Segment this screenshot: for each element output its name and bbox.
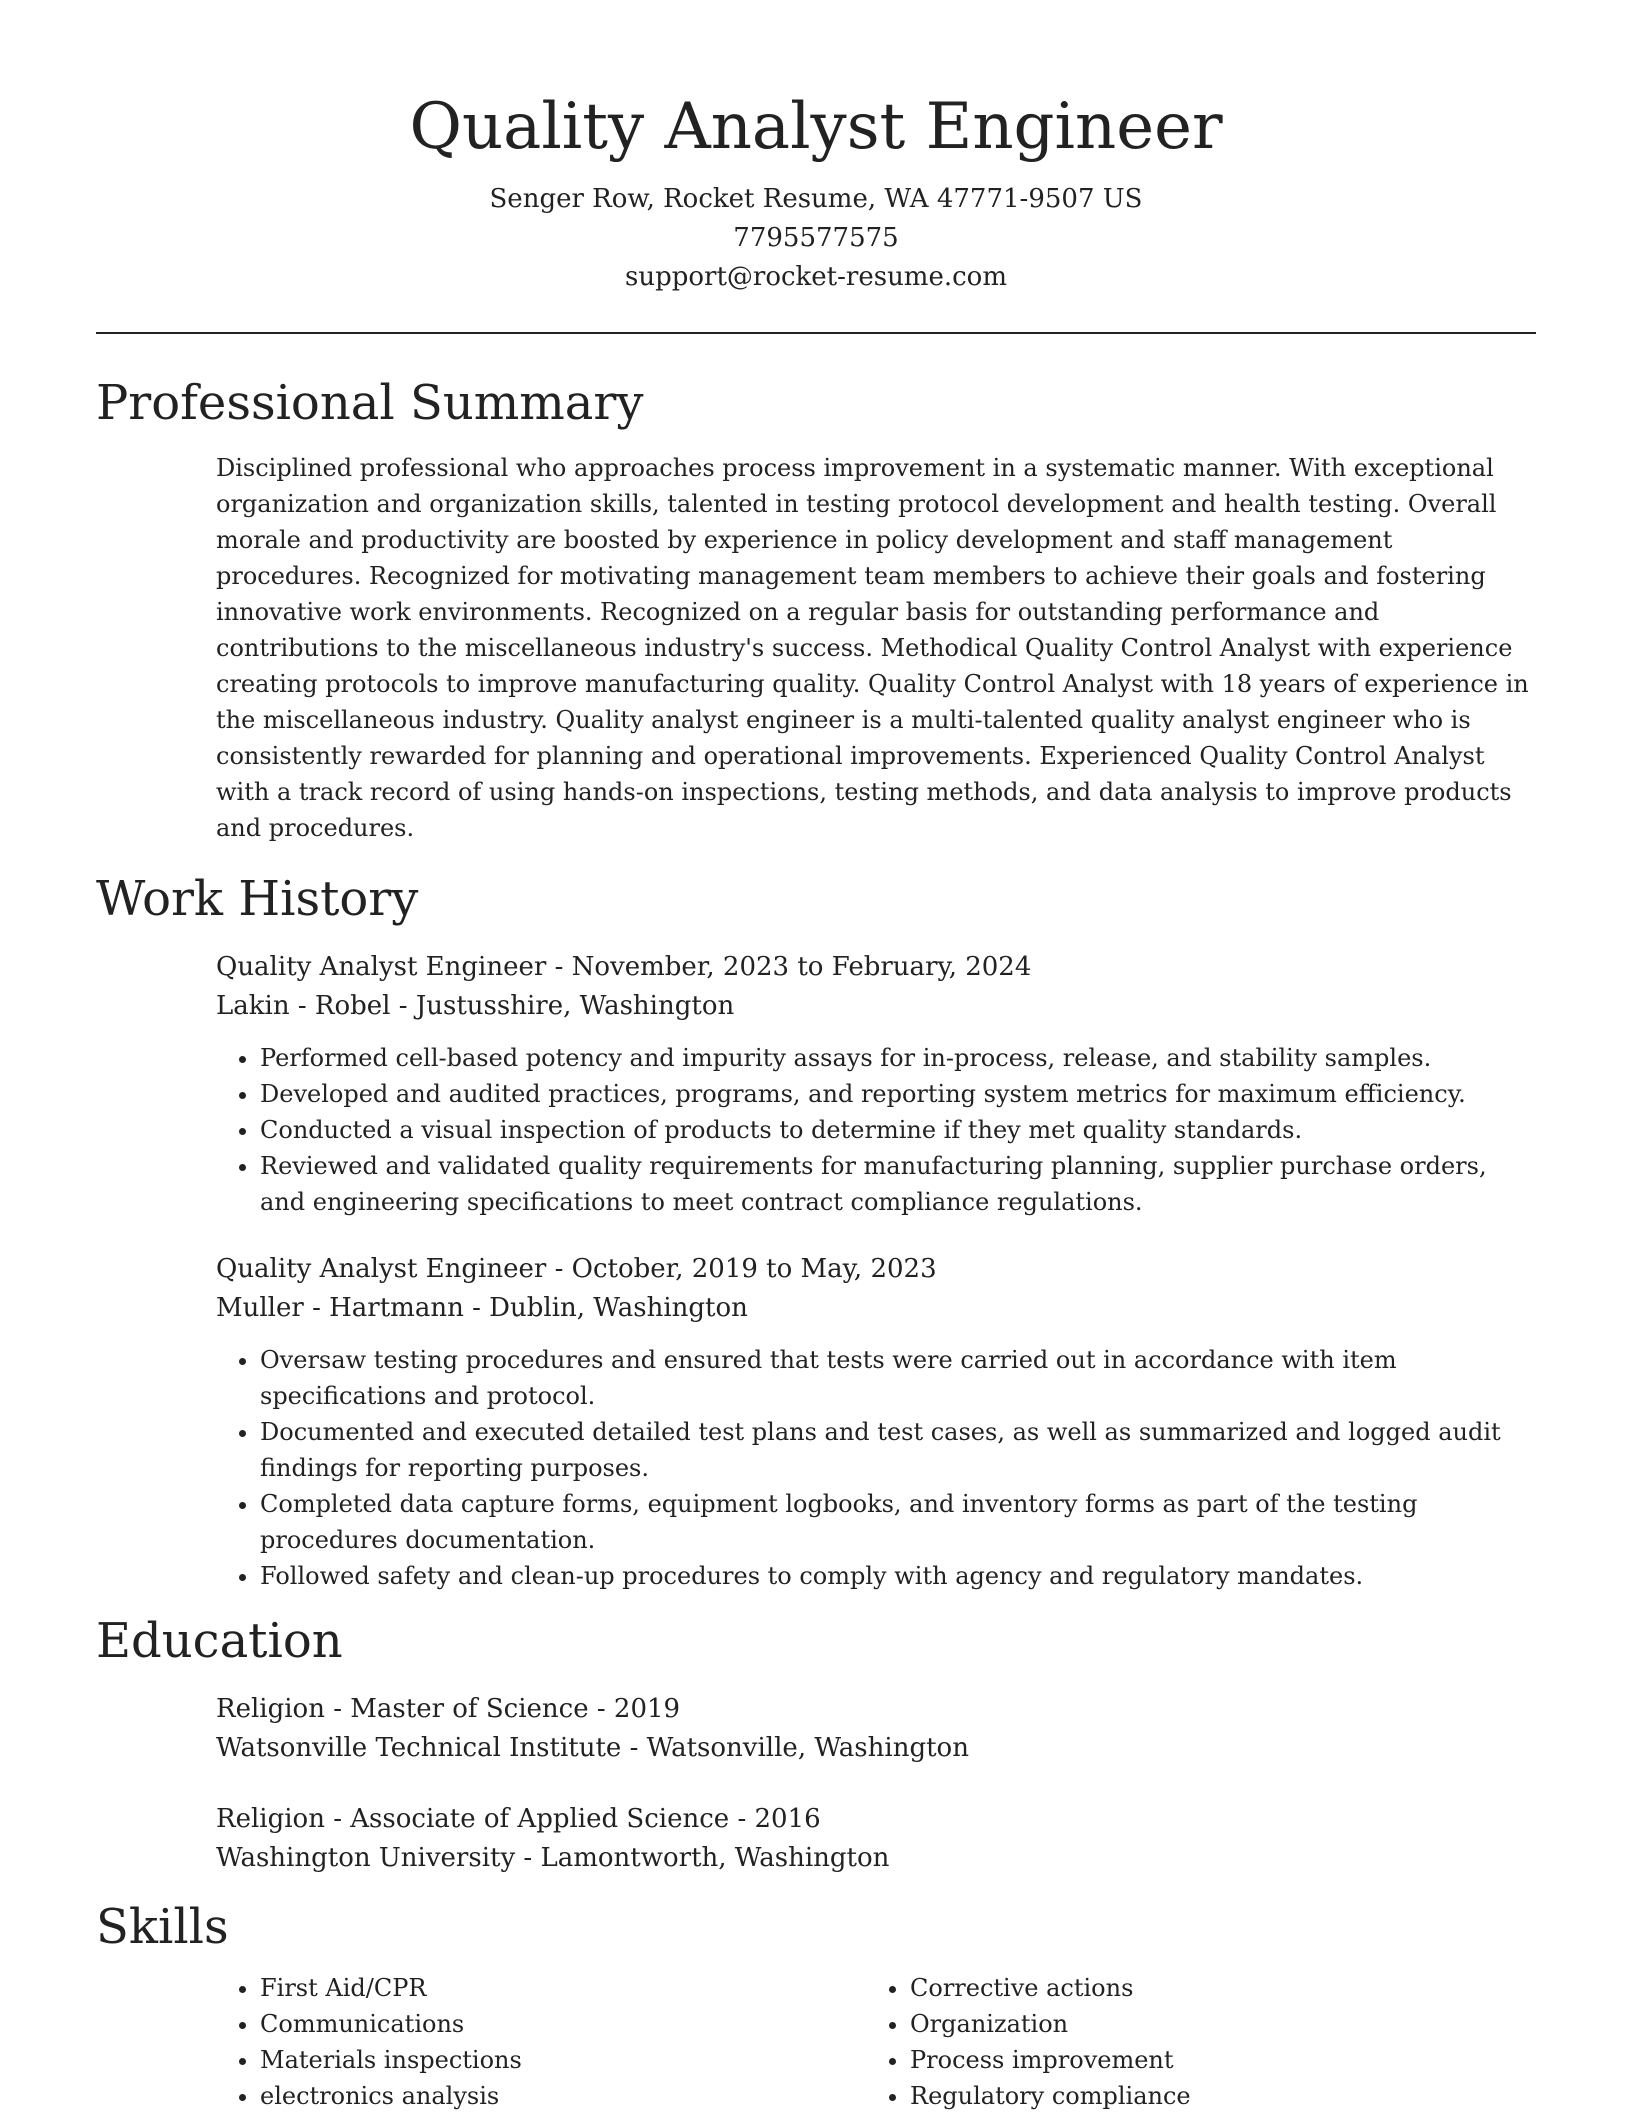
education-school-line xyxy=(216,1839,1536,1878)
education-location: Lamontworth, Washington xyxy=(540,1843,890,1873)
skills-column-left xyxy=(216,1970,866,2114)
skill-item: • Regulatory compliance xyxy=(910,2078,1516,2114)
education-location: Watsonville, Washington xyxy=(646,1733,969,1763)
skills-grid xyxy=(216,1970,1536,2114)
separator: - xyxy=(515,1843,541,1873)
separator: - xyxy=(463,1293,490,1323)
job-bullet: • Documented and executed detailed test plans and test cases, as well as summarized and logged audit findings for reporting purposes. xyxy=(260,1414,1536,1486)
summary-body xyxy=(216,450,1536,846)
contact-address: Senger Row, Rocket Resume, WA 47771-9507 US xyxy=(489,184,1143,214)
job-employer-line xyxy=(216,987,1536,1026)
education-entry xyxy=(216,1800,1536,1878)
job-employer-line xyxy=(216,1289,1536,1328)
education-school-line xyxy=(216,1729,1536,1768)
contact-phone: 7795577575 xyxy=(733,223,899,253)
education-title: Education xyxy=(96,1613,343,1669)
separator: - xyxy=(324,1804,351,1834)
skill-item: • Process improvement xyxy=(910,2042,1516,2078)
job-bullet: • Oversaw testing procedures and ensured that tests were carried out in accordance with item specifications and protocol. xyxy=(260,1342,1536,1414)
contact-email: support@rocket-resume.com xyxy=(624,262,1007,292)
job-position: Quality Analyst Engineer xyxy=(216,1254,547,1284)
education-year: 2019 xyxy=(613,1694,681,1724)
job-bullet: • Completed data capture forms, equipment logbooks, and inventory forms as part of the testing procedures documentation. xyxy=(260,1486,1536,1558)
separator: - xyxy=(621,1733,647,1763)
job-bullet: • Developed and audited practices, programs, and reporting system metrics for maximum efficiency. xyxy=(260,1076,1536,1112)
job-location: Dublin, Washington xyxy=(489,1293,748,1323)
job-position: Quality Analyst Engineer xyxy=(216,952,547,982)
skills-title: Skills xyxy=(96,1899,229,1955)
education-year: 2016 xyxy=(754,1804,821,1834)
skills-list-left xyxy=(216,1970,866,2114)
work-section xyxy=(96,868,1536,1594)
job-bullet: • Performed cell-based potency and impurity assays for in-process, release, and stability samples. xyxy=(260,1040,1536,1076)
skills-list-right xyxy=(866,1970,1516,2114)
education-school: Watsonville Technical Institute xyxy=(216,1733,622,1763)
separator: - xyxy=(390,991,416,1021)
job-bullet: • Followed safety and clean-up procedures to comply with agency and regulatory mandates. xyxy=(260,1558,1536,1594)
skill-item: • Materials inspections xyxy=(260,2042,866,2078)
education-section xyxy=(96,1610,1536,1878)
education-field: Religion xyxy=(216,1694,325,1724)
summary-section xyxy=(96,372,1536,846)
job-location: Justusshire, Washington xyxy=(415,991,735,1021)
education-degree: Master of Science xyxy=(350,1694,589,1724)
skill-item: • First Aid/CPR xyxy=(260,1970,866,2006)
work-title: Work History xyxy=(96,871,419,927)
header-divider xyxy=(96,332,1536,334)
job-bullets xyxy=(216,1040,1536,1220)
separator: - xyxy=(729,1804,755,1834)
skills-column-right xyxy=(866,1970,1516,2114)
summary-title: Professional Summary xyxy=(96,375,644,431)
education-school: Washington University xyxy=(216,1843,516,1873)
education-degree: Associate of Applied Science xyxy=(350,1804,730,1834)
job-title-line xyxy=(216,948,1536,987)
candidate-name: Quality Analyst Engineer xyxy=(409,90,1223,164)
job-bullets xyxy=(216,1342,1536,1594)
skill-item: • Corrective actions xyxy=(910,1970,1516,2006)
education-field: Religion xyxy=(216,1804,325,1834)
job-dates: October, 2019 to May, 2023 xyxy=(571,1254,937,1284)
separator: - xyxy=(546,1254,572,1284)
job-employer: Lakin - Robel xyxy=(216,991,391,1021)
skill-item: • Organization xyxy=(910,2006,1516,2042)
education-entry xyxy=(216,1690,1536,1768)
separator: - xyxy=(324,1694,351,1724)
job-title-line xyxy=(216,1250,1536,1289)
job-dates: November, 2023 to February, 2024 xyxy=(571,952,1032,982)
skills-section xyxy=(96,1896,1536,2114)
contact-block xyxy=(96,180,1536,297)
resume-header xyxy=(96,0,1536,297)
job-bullet: • Conducted a visual inspection of products to determine if they met quality standards. xyxy=(260,1112,1536,1148)
job-entry xyxy=(216,948,1536,1220)
resume-page xyxy=(96,0,1536,2114)
separator: - xyxy=(546,952,572,982)
job-entry xyxy=(216,1250,1536,1594)
summary-text: Disciplined professional who approaches process improvement in a systematic manner. With exceptional organization and organization skills, talented in testing protocol development and health testing. Overall morale and productivity are boosted by experience in policy development and staff management procedures. Recognized for motivating management team members to achieve their goals and fostering innovative work environments. Recognized on a regular basis for outstanding performance and contributions to the miscellaneous industry's success. Methodical Quality Control Analyst with experience creating protocols to improve manufacturing quality. Quality Control Analyst with 18 years of experience in the miscellaneous industry. Quality analyst engineer is a multi-talented quality analyst engineer who is consistently rewarded for planning and operational improvements. Experienced Quality Control Analyst with a track record of using hands-on inspections, testing methods, and data analysis to improve products and procedures. xyxy=(216,454,1529,842)
education-degree-line xyxy=(216,1800,1536,1839)
job-employer: Muller - Hartmann xyxy=(216,1293,464,1323)
skill-item: • Communications xyxy=(260,2006,866,2042)
job-bullet: • Reviewed and validated quality requirements for manufacturing planning, supplier purchase orders, and engineering specifications to meet contract compliance regulations. xyxy=(260,1148,1536,1220)
education-degree-line xyxy=(216,1690,1536,1729)
separator: - xyxy=(588,1694,614,1724)
skill-item: • electronics analysis xyxy=(260,2078,866,2114)
